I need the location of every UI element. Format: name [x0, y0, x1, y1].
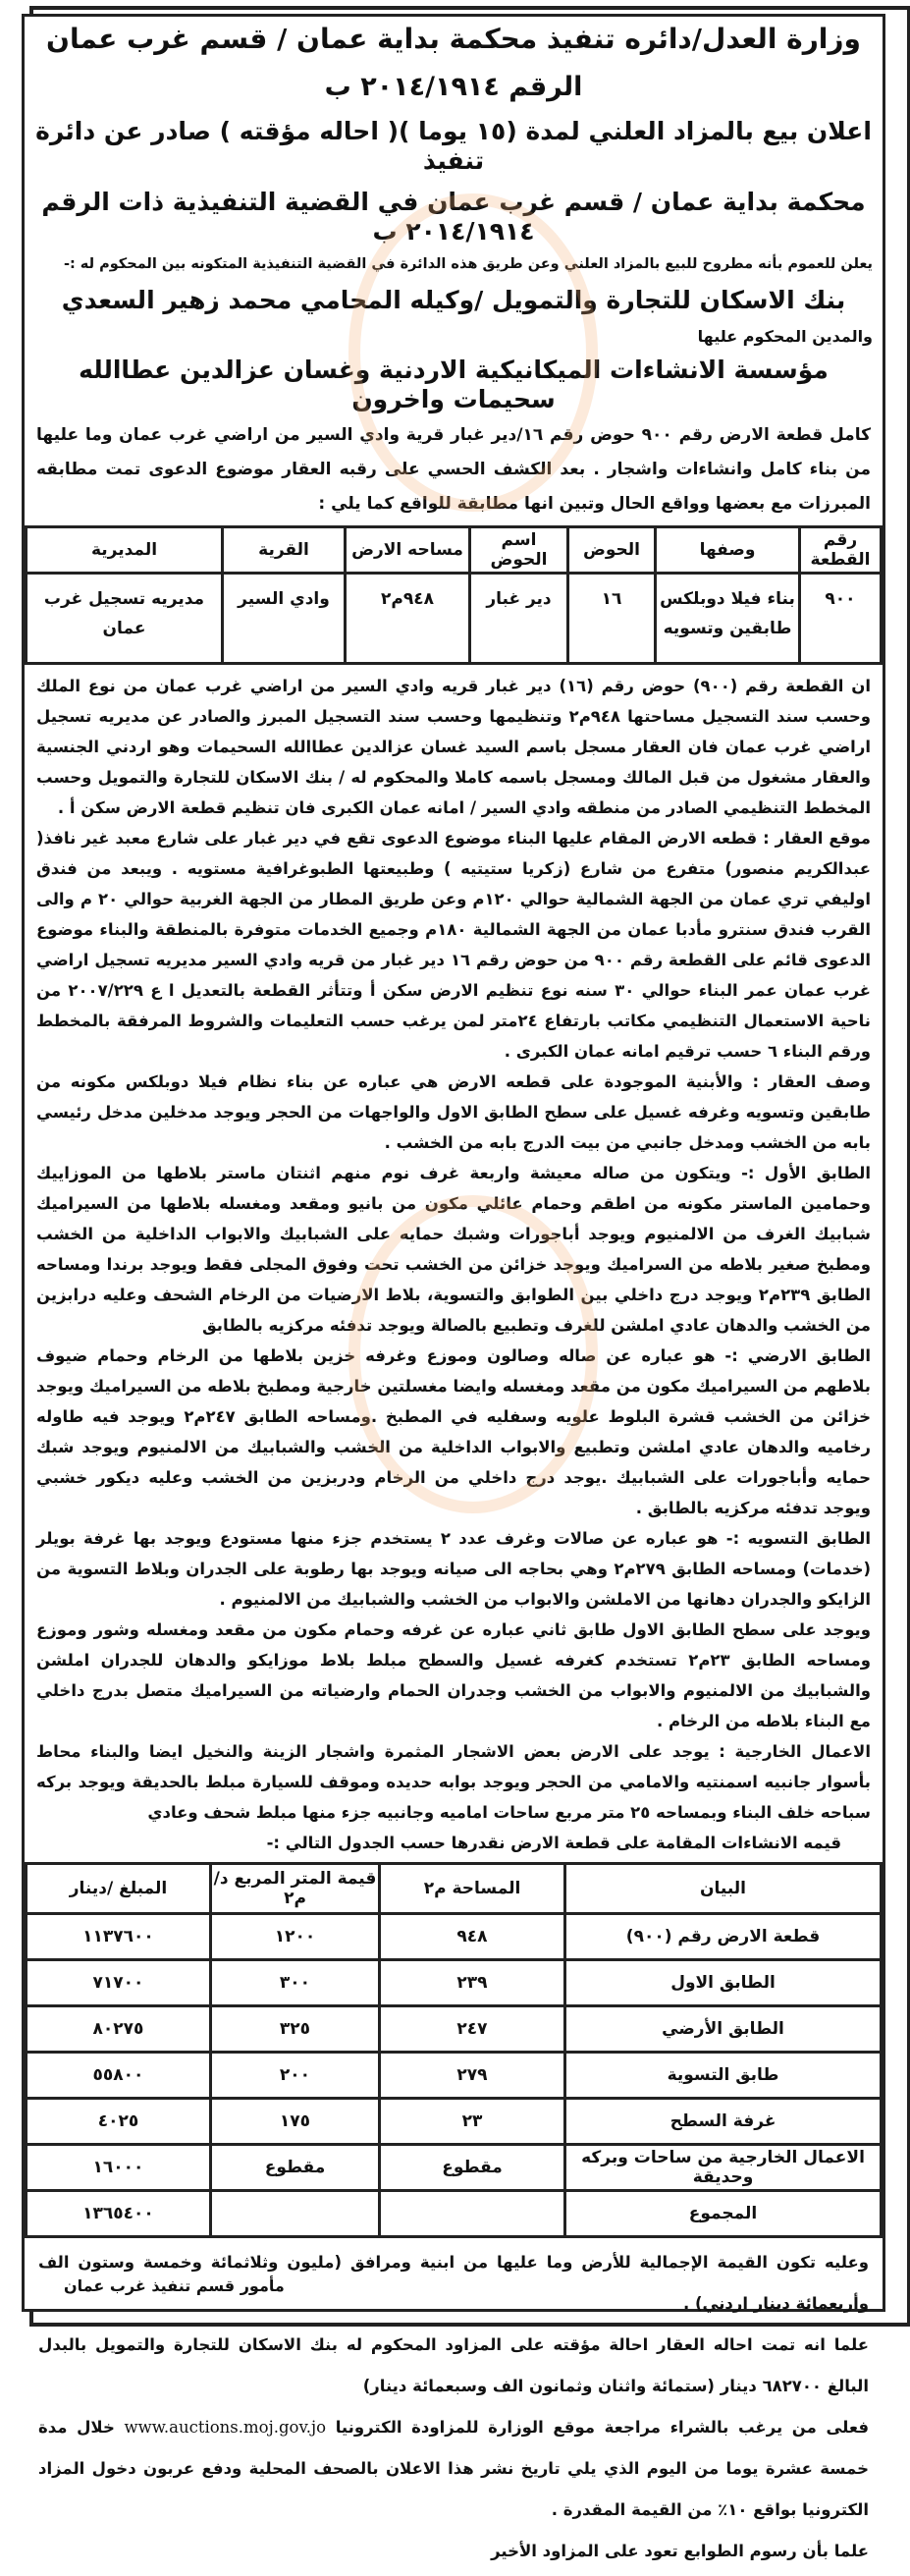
table-cell: ٩٠٠ — [800, 573, 882, 663]
column-header: اسم الحوض — [470, 526, 568, 573]
roof-paragraph: ويوجد على سطح الطابق الاول طابق ثاني عباره عن غرفه وحمام مكون من مقعد ومغسله وشور وموزع ومساحه الطابق ٢٣م٢ تستخدم كغرفه غسيل والسطح مبلط بلاط موزايكو والدهان للجدران املشن والشبابيك من الالمنيوم والابواب من الخشب وجدران الحمام وارضياته من السيراميك متصل بدرج داخلي مع البناء بلاطه من الرخام . — [36, 1619, 871, 1730]
table-cell: ١٢٠٠ — [211, 1913, 380, 1959]
table-cell: ١١٣٧٦٠٠ — [27, 1913, 211, 1959]
case-number: الرقم ٢٠١٤/١٩١٤ ب — [324, 71, 583, 102]
column-header: القرية — [223, 526, 346, 573]
table-header-row — [27, 1863, 882, 1913]
column-header: المبلغ /دينار — [27, 1863, 211, 1913]
bidding-instructions — [38, 2407, 869, 2531]
valuation-table — [25, 1862, 883, 2238]
table-row — [27, 1959, 882, 2005]
table-cell: ٩٤٨م٢ — [346, 573, 470, 663]
external-works-paragraph: الاعمال الخارجية : يوجد على الارض بعض الاشجار المثمرة واشجار الزينة والنخيل ايضا والبناء محاط بأسوار جانبيه اسمنتيه والامامي من الحجر ويوجد بوابه حديده وموقف للسيارة مبلط بالحديقة ويوجد بركه سباحه خلف البناء وبمساحه ٢٥ متر مربع ساحات اماميه وجانبيه جزء منها مبلط شحف وعادي — [36, 1741, 871, 1822]
debtor-label: والمدين المحكوم عليها — [697, 326, 873, 346]
announcement-title: اعلان بيع بالمزاد العلني لمدة (١٥ يوما )( احاله مؤقته ) صادر عن دائرة تنفيذ — [35, 116, 872, 175]
table-cell: مديريه تسجيل غرب عمان — [27, 573, 223, 663]
table-row — [27, 2144, 882, 2190]
table-cell: قطعة الارض رقم (٩٠٠) — [565, 1913, 882, 1959]
total-value: وعليه تكون القيمة الإجمالية للأرض وما عليها من ابنية ومرافق (مليون وثلاثمائة وخمسة وستون الف وأربعمائة دينار اردني) . — [38, 2252, 869, 2313]
column-header: البيان — [565, 1863, 882, 1913]
table-cell: ٣٠٠ — [211, 1959, 380, 2005]
table-row — [27, 2052, 882, 2098]
table-cell: ٢٤٧ — [380, 2005, 565, 2052]
table-cell: ٣٢٥ — [211, 2005, 380, 2052]
table-row — [27, 573, 882, 663]
table-row — [27, 1913, 882, 1959]
property-description — [25, 665, 883, 1862]
auction-notice — [22, 14, 885, 2560]
table-header-row — [27, 526, 882, 573]
table-cell: ٧١٧٠٠ — [27, 1959, 211, 2005]
column-header: وصفها — [656, 526, 800, 573]
table-cell — [211, 2190, 380, 2236]
table-cell: ١٦ — [568, 573, 656, 663]
first-floor-paragraph: الطابق الأول :- ويتكون من صاله معيشة واربعة غرف نوم منهم اثنتان ماستر بلاطها من الموزاييك وحمامين الماستر مكونه من اطقم وحمام عائلي مكون من بانيو ومقعد ومغسله بلاطها من السيراميك شبابيك الغرف من الالمنيوم ويوجد أباجورات وشبك حمايه على الشبابيك والابواب الداخلية من الخشب ومطبخ صغير بلاطه من السراميك ويوجد خزائن من الخشب تحت وفوق المجلى فقط ويوجد برندا ومساحه الطابق ٢٣٩م٢ ويوجد درج داخلي بين الطوابق والتسوية، بلاط الارضيات من الرخام الشحف وعليه درابزين من الخشب والدهان عادي املشن للغرف وتطبيع بالصالة ويوجد تدفئه مركزيه بالطابق — [36, 1163, 871, 1335]
column-header: مساحه الارض — [346, 526, 470, 573]
referral-text: علما انه تمت احاله العقار احالة مؤقته على المزاود المحكوم له بنك الاسكان للتجارة والتمويل بالبدل البالغ ٦٨٢٧٠٠ دينار (ستمائة واثنان وثمانون الف وسبعمائة دينار) — [38, 2334, 869, 2395]
basement-paragraph: الطابق التسويه :- هو عباره عن صالات وغرف عدد ٢ يستخدم جزء منها مستودع ويوجد بها غرفة بويلر (خدمات) ومساحه الطابق ٢٧٩م٢ وهي بحاجه الى صيانه ويوجد بها رطوبة على الجدران وبلاط التسوية من الزايكو والجدران دهانها من الاملشن والابواب من الخشب والشبابيك من الالمنيوم . — [36, 1528, 872, 1609]
bidding-text-before: فعلى من يرغب بالشراء مراجعة موقع الوزارة للمزاودة الكترونيا — [335, 2417, 869, 2437]
signature: مأمور قسم تنفيذ غرب عمان — [64, 2276, 285, 2295]
auction-website-link[interactable]: www.auctions.moj.gov.jo — [124, 2417, 327, 2437]
ground-floor-paragraph: الطابق الارضي :- هو عباره عن صاله وصالون وموزع وغرفه خزين بلاطها من الرخام وحمام ضيوف بلاطهم من السيراميك مكون من مقعد ومغسله وايضا مغسلتين خارجية ومطبخ بلاطه من السيراميك ويوجد خزائن من الخشب قشرة البلوط علويه وسفليه في المطبخ .ومساحه الطابق ٢٤٧م٢ ويوجد فيه طاوله رخاميه والدهان عادي املشن وتطبيع والابواب الداخلية من الخشب والشبابيك من الالمنيوم ويوجد شبك حمايه وأباجورات على الشبابيك .يوجد درج داخلي من الرخام ودربزين من الخشب وعليه ديكور خشبي ويوجد تدفئه مركزيه بالطابق . — [36, 1345, 871, 1517]
table-row — [27, 2005, 882, 2052]
registration-paragraph: ان القطعة رقم (٩٠٠) حوض رقم (١٦) دير غبار قريه وادي السير من اراضي غرب عمان من نوع الملك وحسب سند التسجيل مساحتها ٩٤٨م٢ وتنظيمها وحسب سند التسجيل المبرز والصادر عن مديريه تسجيل اراضي غرب عمان فان العقار مسجل باسم السيد غسان عزالدين عطاالله السحيمات وهو اردني الجنسية والعقار مشغول من قبل المالك ومسجل باسمه كاملا والمحكوم له / بنك الاسكان للتجارة والتمويل وحسب المخطط التنظيمي الصادر من منطقه وادي السير / امانه عمان الكبرى فان تنظيم قطعة الارض سكن أ . — [36, 676, 871, 817]
column-header: قيمة المتر المربع د/م٢ — [211, 1863, 380, 1913]
column-header: المديرية — [27, 526, 223, 573]
fees-note: علما بأن رسوم الطوابع تعود على المزاود الأخير — [491, 2541, 869, 2560]
creditor: بنك الاسكان للتجارة والتمويل /وكيله المحامي محمد زهير السعدي — [61, 285, 846, 314]
table-cell: مقطوع — [211, 2144, 380, 2190]
table-cell: ٢٣٩ — [380, 1959, 565, 2005]
table-cell: ٢٠٠ — [211, 2052, 380, 2098]
description-paragraph: وصف العقار : والأبنية الموجودة على قطعه الارض هي عباره عن بناء نظام فيلا دوبلكس مكونه من طابقين وتسويه وغرفه غسيل على سطح الطابق الاول والواجهات من الحجر ويوجد مدخلين مدخل رئيسي بابه من الخشب ومدخل جانبي من بيت الدرج بابه من الخشب . — [36, 1071, 871, 1152]
public-notice: يعلن للعموم بأنه مطروح للبيع بالمزاد العلني وعن طريق هذه الدائرة في القضية التنفيذية المتكونه بين المحكوم له :- — [63, 255, 873, 272]
ministry-title: وزارة العدل/دائره تنفيذ محكمة بداية عمان / قسم غرب عمان — [46, 23, 861, 55]
table-cell: ١٣٦٥٤٠٠ — [27, 2190, 211, 2236]
table-cell: الاعمال الخارجية من ساحات وبركه وحديقة — [565, 2144, 882, 2190]
table-cell: ٢٣ — [380, 2098, 565, 2144]
column-header: المساحة م٢ — [380, 1863, 565, 1913]
table-cell: ٤٠٢٥ — [27, 2098, 211, 2144]
column-header: الحوض — [568, 526, 656, 573]
table-cell: ٢٧٩ — [380, 2052, 565, 2098]
bidding-text-after: خلال مدة خمسة عشرة يوما من اليوم الذي يلي تاريخ نشر هذا الاعلان بالصحف المحلية ودفع عربون دخول المزاد الكترونيا بواقع ١٠٪ من القيمة المقدرة . — [38, 2417, 869, 2519]
table-cell: ٩٤٨ — [380, 1913, 565, 1959]
valuation-note: قيمه الانشاءات المقامة على قطعة الارض نقدرها حسب الجدول التالي :- — [266, 1833, 841, 1852]
debtor: مؤسسة الانشاءات الميكانيكية الاردنية وغسان عزالدين عطاالله سحيمات واخرون — [79, 355, 829, 413]
table-total-row — [27, 2190, 882, 2236]
table-cell: طابق التسوية — [565, 2052, 882, 2098]
court-line: محكمة بداية عمان / قسم غرب عمان في القضية التنفيذية ذات الرقم ٢٠١٤/١٩١٤ ب — [41, 187, 866, 246]
table-cell: ٨٠٢٧٥ — [27, 2005, 211, 2052]
table-cell — [380, 2190, 565, 2236]
table-cell: وادي السير — [223, 573, 346, 663]
table-cell: ١٦٠٠٠ — [27, 2144, 211, 2190]
property-intro: كامل قطعة الارض رقم ٩٠٠ حوض رقم ١٦/دير غبار قرية وادي السير من اراضي غرب عمان وما عليها من بناء كامل وانشاءات واشجار . بعد الكشف الحسي على رقبه العقار موضوع الدعوى تمت مطابقه المبرزات مع بعضها وواقع الحال وتبين انها مطابقة للواقع كما يلي : — [36, 424, 871, 514]
table-cell: بناء فيلا دوبلكس طابقين وتسويه — [656, 573, 800, 663]
table-cell: دير غبار — [470, 573, 568, 663]
table-cell: ٥٥٨٠٠ — [27, 2052, 211, 2098]
table-cell: مقطوع — [380, 2144, 565, 2190]
location-paragraph: موقع العقار : قطعه الارض المقام عليها البناء موضوع الدعوى تقع في دير غبار على شارع معبد غير نافذ( عبدالكريم منصور) متفرع من شارع (زكريا ستيتيه ) وطبيعتها الطبوغرافية مستويه . ويبعد من فندق اوليفي تري عمان من الجهة الشمالية حوالي ١٢٠م وعن طريق المطار من الجهة الغربية حوالي ٢٠ م والى القرب فندق سنترو مأدبا عمان من الجهة الشمالية ١٨٠م وجميع الخدمات متوفرة بالمنطقة والبناء موضوع الدعوى قائم على القطعة رقم ٩٠٠ من حوض رقم ١٦ دير غبار من قريه وادي السير مديريه تسجيل اراضي غرب عمان عمر البناء حوالي ٣٠ سنه نوع تنظيم الارض سكن أ وتتأثر القطعة بالتعديل ا ع ٢٠٠٧/٢٢٩ من ناحية الاستعمال التنظيمي مكاتب بارتفاع ٢٤متر لمن يرغب حسب التعليمات والشروط المرفقة بالمخطط ورقم البناء ٦ حسب ترقيم امانه عمان الكبرى . — [36, 828, 872, 1061]
table-cell: ١٧٥ — [211, 2098, 380, 2144]
table-cell: المجموع — [565, 2190, 882, 2236]
table-cell: غرفة السطح — [565, 2098, 882, 2144]
table-cell: الطابق الأرضي — [565, 2005, 882, 2052]
column-header: رقم القطعة — [800, 526, 882, 573]
table-cell: الطابق الاول — [565, 1959, 882, 2005]
table-row — [27, 2098, 882, 2144]
plot-table — [25, 525, 883, 665]
